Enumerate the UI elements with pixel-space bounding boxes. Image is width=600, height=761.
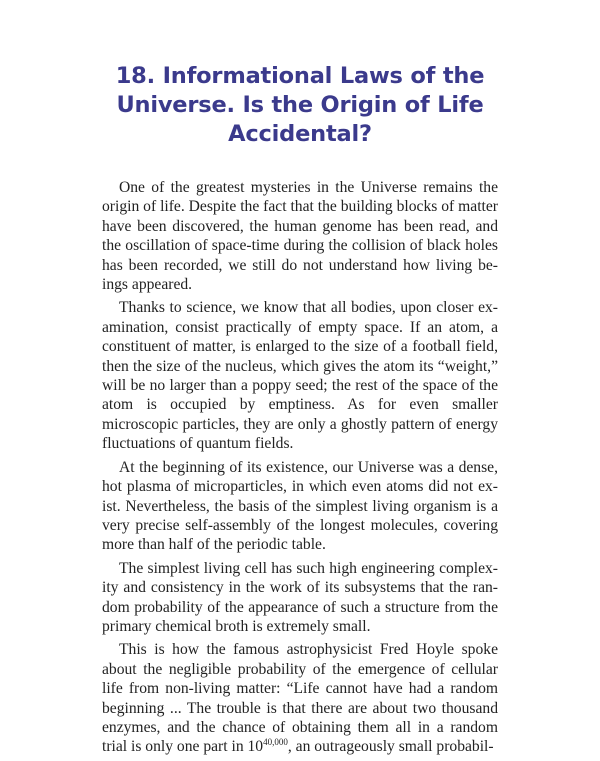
exponent: 40,000 [263,737,288,748]
paragraph-1: One of the greatest mysteries in the Universe remains the origin of life. Despite the fact that the building blocks of matter have been discovered, the human genome has been read, and the oscillation of space-time during the collision of black holes has been recorded, we still do not understand how living beings appeared. [102,179,498,294]
body-text [102,178,498,761]
paragraph-5 [102,640,498,756]
hoyle-quote-text: This is how the famous astrophysicist Fred Hoyle spoke about the negligible probability of the emergence of cellular life from non-living matter: “Life cannot have had a random beginning ... The trouble is that there are about two thousand enzymes, and the chance of obtaining them all in a random trial is only one part in 10 [102,641,498,756]
chapter-title: 18. Informational Laws of the Universe. Is the Origin of Life Accidental? [115,63,485,147]
paragraph-3: At the beginning of its existence, our Universe was a dense, hot plasma of microparticles, in which even atoms did not exist. Nevertheless, the basis of the simplest living organism is a very precise self-assembly of the longest molecules, covering more than half of the periodic table. [102,458,498,554]
paragraph-2: Thanks to science, we know that all bodies, upon closer examination, consist practically of empty space. If an atom, a constituent of matter, is enlarged to the size of a football field, then the size of the nucleus, which gives the atom its “weight,” will be no larger than a poppy seed; the rest of the space of the atom is occupied by emptiness. As for even smaller microscopic particles, they are only a ghostly pattern of energy fluctuations of quantum fields. [102,299,498,453]
hoyle-quote-end: , an outrageously small probabil- [287,738,494,756]
paragraph-4: The simplest living cell has such high engineering complexity and consistency in the work of its subsystems that the random probability of the appearance of such a structure from the primary chemical broth is extremely small. [102,559,498,635]
